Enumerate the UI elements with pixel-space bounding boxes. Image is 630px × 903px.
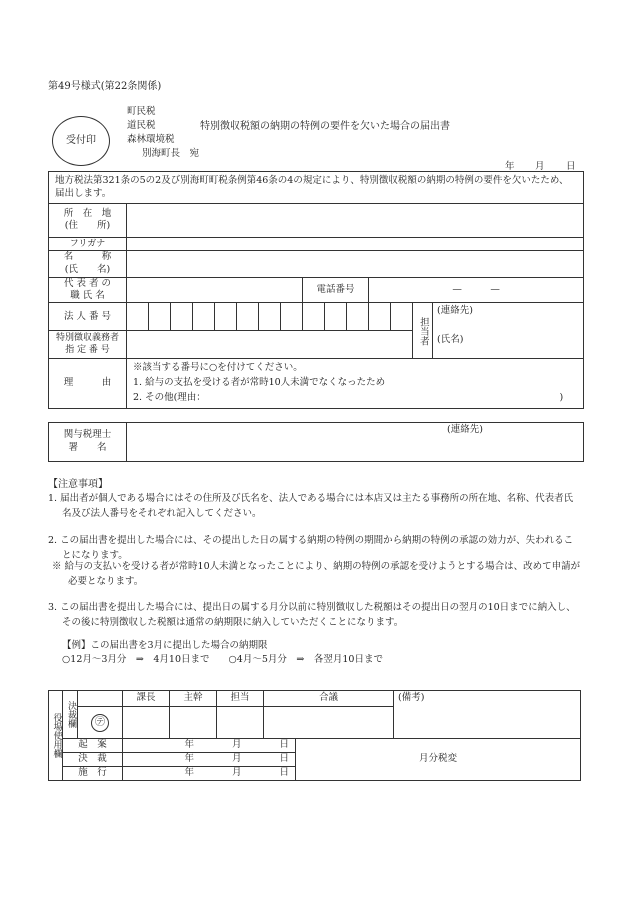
reason-instruction: ※該当する番号に○を付けてください。 bbox=[133, 362, 303, 374]
date-month: 月 bbox=[535, 161, 545, 172]
date-day: 日 bbox=[566, 161, 576, 172]
representative-field[interactable] bbox=[127, 277, 303, 303]
corp-digit-2[interactable] bbox=[149, 303, 171, 331]
note-2-sub: ※ 給与の支払いを受ける者が常時10人未満となったことにより、納期の特例の承認を受けようとする場合は、改めて申請が必要となります。 bbox=[52, 561, 581, 587]
kessai-column-label: 決裁欄 bbox=[63, 691, 78, 739]
tax-label-town: 町民税 bbox=[127, 106, 156, 117]
date-year: 年 bbox=[505, 161, 515, 172]
phone-label: 電話番号 bbox=[303, 277, 369, 303]
note-3: 3. この届出書を提出した場合には、提出日の属する月分以前に特別徴収した税額はその提出日の翌月の10日までに納入し、その後に特別徴収した税額は通常の納期限に納入していただくことになります。 bbox=[48, 602, 576, 628]
t-mark-cell bbox=[78, 707, 123, 739]
representative-label: 代 表 者 の 職 氏 名 bbox=[49, 277, 127, 303]
reception-stamp: 受付印 bbox=[52, 116, 110, 166]
furigana-label: フリガナ bbox=[49, 237, 127, 250]
addressee: 別海町長 宛 bbox=[142, 148, 200, 159]
corp-digit-11[interactable] bbox=[347, 303, 369, 331]
corporate-number-label: 法 人 番 号 bbox=[49, 303, 127, 331]
col-aigi: 合議 bbox=[264, 691, 394, 707]
office-use-table bbox=[48, 690, 581, 781]
location-label: 所 在 地 (住 所) bbox=[49, 203, 127, 237]
note-1: 1. 届出者が個人である場合にはその住所及び氏名を、法人である場合には本店又は主たる事務所の所在地、名称、代表者氏名及び法人番号をそれぞれ記入してください。 bbox=[48, 493, 574, 519]
corp-digit-4[interactable] bbox=[193, 303, 215, 331]
corp-digit-6[interactable] bbox=[237, 303, 259, 331]
name-field[interactable] bbox=[127, 250, 584, 277]
tax-label-prefectural: 道民税 bbox=[127, 120, 156, 131]
corp-digit-12[interactable] bbox=[369, 303, 391, 331]
corp-digit-13[interactable] bbox=[391, 303, 413, 331]
tax-label-forest: 森林環境税 bbox=[127, 134, 175, 145]
document-title: 特別徴収税額の納期の特例の要件を欠いた場合の届出書 bbox=[200, 121, 450, 132]
tantou-label: 担当者 bbox=[413, 303, 433, 359]
corp-digit-8[interactable] bbox=[281, 303, 303, 331]
reason-option-2[interactable]: 2. その他(理由： ) bbox=[133, 391, 564, 403]
location-field[interactable] bbox=[127, 203, 584, 237]
corp-digit-7[interactable] bbox=[259, 303, 281, 331]
tax-accountant-table bbox=[48, 422, 584, 462]
t-circle-icon: ㋢ bbox=[91, 714, 109, 732]
corp-digit-5[interactable] bbox=[215, 303, 237, 331]
notification-form-table bbox=[48, 171, 584, 409]
reason-option-1[interactable]: 1. 給与の支払を受ける者が常時10人未満でなくなったため bbox=[133, 377, 386, 389]
furigana-field[interactable] bbox=[127, 237, 584, 250]
tantou-seal[interactable] bbox=[217, 707, 264, 739]
row-kian: 起 案 bbox=[63, 739, 123, 753]
contact-person-field[interactable]: (連絡先) (氏名) bbox=[433, 303, 584, 359]
note-2: 2. この届出書を提出した場合には、その提出した日の属する納期の特例の期間から納期の特例の承認の効力が、失われることになります。 bbox=[48, 535, 574, 561]
corp-digit-3[interactable] bbox=[171, 303, 193, 331]
intro-statement: 地方税法第321条の5の2及び別海町町税条例第46条の4の規定により、特別徴収税額の納期の特例の要件を欠いたため、届出します。 bbox=[49, 172, 584, 204]
col-tantou: 担当 bbox=[217, 691, 264, 707]
shukan-seal[interactable] bbox=[170, 707, 217, 739]
corp-digit-1[interactable] bbox=[127, 303, 149, 331]
sekou-date[interactable]: 年 月 日 bbox=[123, 767, 296, 781]
example-body: ○12月～3月分 ⇒ 4月10日まで ○4月～5月分 ⇒ 各翌月10日まで bbox=[62, 654, 383, 665]
remarks-field[interactable]: (備考) bbox=[394, 691, 581, 739]
office-use-label: 役場使用欄 bbox=[49, 691, 63, 781]
row-sekou: 施 行 bbox=[63, 767, 123, 781]
corp-digit-10[interactable] bbox=[325, 303, 347, 331]
kessai-date[interactable]: 年 月 日 bbox=[123, 753, 296, 767]
notes-heading: 【注意事項】 bbox=[48, 479, 108, 490]
kian-date[interactable]: 年 月 日 bbox=[123, 739, 296, 753]
reason-label: 理 由 bbox=[49, 359, 127, 408]
kachou-seal[interactable] bbox=[123, 707, 170, 739]
example-title: 【例】この届出書を3月に提出した場合の納期限 bbox=[62, 640, 268, 651]
blank-header bbox=[78, 691, 123, 707]
agent-number-field[interactable] bbox=[127, 331, 413, 359]
row-kessai: 決 裁 bbox=[63, 753, 123, 767]
reason-content bbox=[127, 359, 584, 408]
name-label: 名 称 (氏 名) bbox=[49, 250, 127, 277]
tax-accountant-field[interactable]: (連絡先) bbox=[127, 423, 584, 462]
phone-field[interactable]: — — bbox=[369, 277, 584, 303]
form-number: 第49号様式(第22条関係) bbox=[48, 81, 162, 92]
agent-number-label: 特別徴収義務者 指 定 番 号 bbox=[49, 331, 127, 359]
tax-accountant-label: 関与税理士 署 名 bbox=[49, 423, 127, 462]
monthly-change: 月分税変 bbox=[296, 739, 581, 781]
aigi-seal[interactable] bbox=[264, 707, 394, 739]
col-shukan: 主幹 bbox=[170, 691, 217, 707]
corp-digit-9[interactable] bbox=[303, 303, 325, 331]
col-kachou: 課長 bbox=[123, 691, 170, 707]
